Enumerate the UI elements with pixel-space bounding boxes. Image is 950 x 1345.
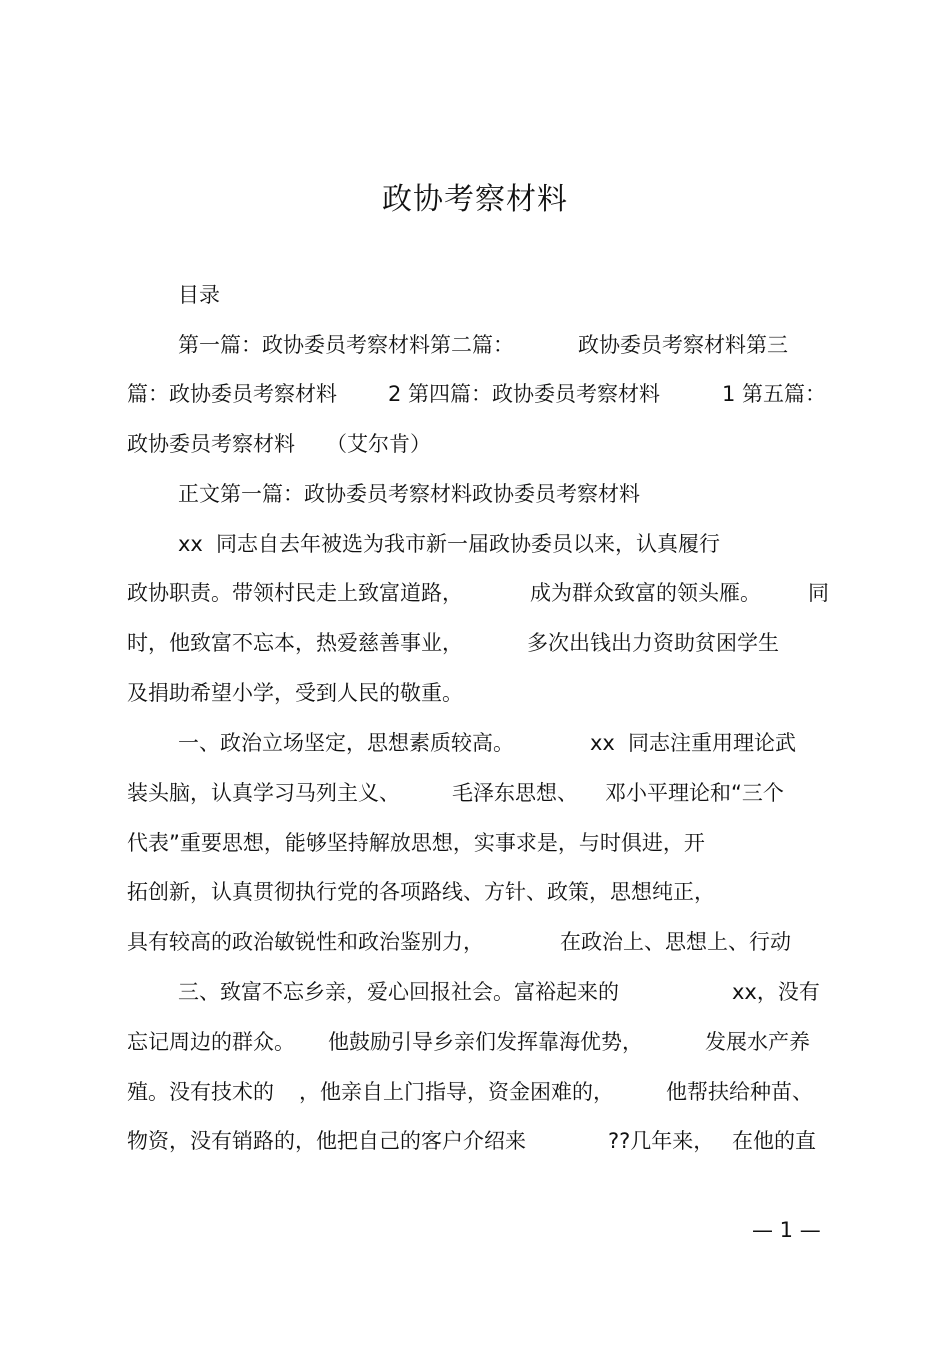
text-line [0,673,950,713]
text-line [0,823,950,863]
text-segment: 多次出钱出力资助贫困学生 [527,631,779,655]
text-line [0,872,950,912]
text-line [0,374,950,414]
text-line [0,275,950,315]
text-segment: 一、政治立场坚定，思想素质较高。 [178,731,514,755]
text-segment: 第一篇：政协委员考察材料第二篇： [178,333,514,357]
text-line [0,773,950,813]
text-line [0,474,950,514]
text-segment: 邓小平理论和“三个 [605,781,784,805]
text-segment: xx [590,731,615,755]
text-segment: 篇：政协委员考察材料 [127,382,337,406]
document-title: 政协考察材料 [382,182,568,217]
text-line [0,1072,950,1112]
text-line [0,623,950,663]
text-segment: 政协职责。带领村民走上致富道路， [127,581,463,605]
page-number: — 1 — [752,1218,821,1242]
text-line [0,325,950,365]
text-segment: 同 [808,581,829,605]
text-line [0,922,950,962]
text-segment: （艾尔肯） [326,432,431,456]
text-segment: 同志注重用理论武 [628,731,796,755]
text-segment: 代表”重要思想，能够坚持解放思想，实事求是，与时俱进，开 [127,831,705,855]
text-segment: 同志自去年被选为我市新一届政协委员以来，认真履行 [216,532,720,556]
text-segment: xx，没有 [732,980,820,1004]
text-segment: 在政治上、思想上、行动 [560,930,791,954]
text-segment: 他鼓励引导乡亲们发挥靠海优势， [328,1030,643,1054]
text-segment: 发展水产养 [705,1030,810,1054]
text-line [0,972,950,1012]
text-segment: 装头脑，认真学习马列主义、 [127,781,400,805]
text-line [0,424,950,464]
text-segment: 殖。没有技术的 [127,1080,274,1104]
text-segment: 成为群众致富的领头雁。 [530,581,761,605]
text-segment: 物资，没有销路的，他把自己的客户介绍来 [127,1129,526,1153]
text-segment: 三、致富不忘乡亲，爱心回报社会。富裕起来的 [178,980,619,1004]
text-line [0,1121,950,1161]
text-segment: 政协委员考察材料第三 [578,333,788,357]
text-segment: 2 第四篇：政协委员考察材料 [388,382,661,406]
text-segment: 忘记周边的群众。 [127,1030,295,1054]
text-segment: ，他亲自上门指导，资金困难的， [299,1080,614,1104]
text-line [0,1022,950,1062]
text-segment: 1 第五篇： [722,382,827,406]
text-line [0,573,950,613]
text-segment: 及捐助希望小学，受到人民的敬重。 [127,681,463,705]
text-segment: xx [178,532,203,556]
text-segment: 政协委员考察材料 [127,432,295,456]
text-line [0,723,950,763]
text-segment: 具有较高的政治敏锐性和政治鉴别力， [127,930,484,954]
text-line [0,524,950,564]
text-segment: 他帮扶给种苗、 [666,1080,813,1104]
text-segment: 正文第一篇：政协委员考察材料政协委员考察材料 [178,482,640,506]
text-segment: 目录 [178,283,220,307]
text-segment: 拓创新，认真贯彻执行党的各项路线、方针、政策，思想纯正， [127,880,715,904]
text-segment: 时，他致富不忘本，热爱慈善事业， [127,631,463,655]
text-segment: 在他的直 [732,1129,816,1153]
text-segment: ??几年来， [608,1129,715,1153]
text-segment: 毛泽东思想、 [452,781,578,805]
